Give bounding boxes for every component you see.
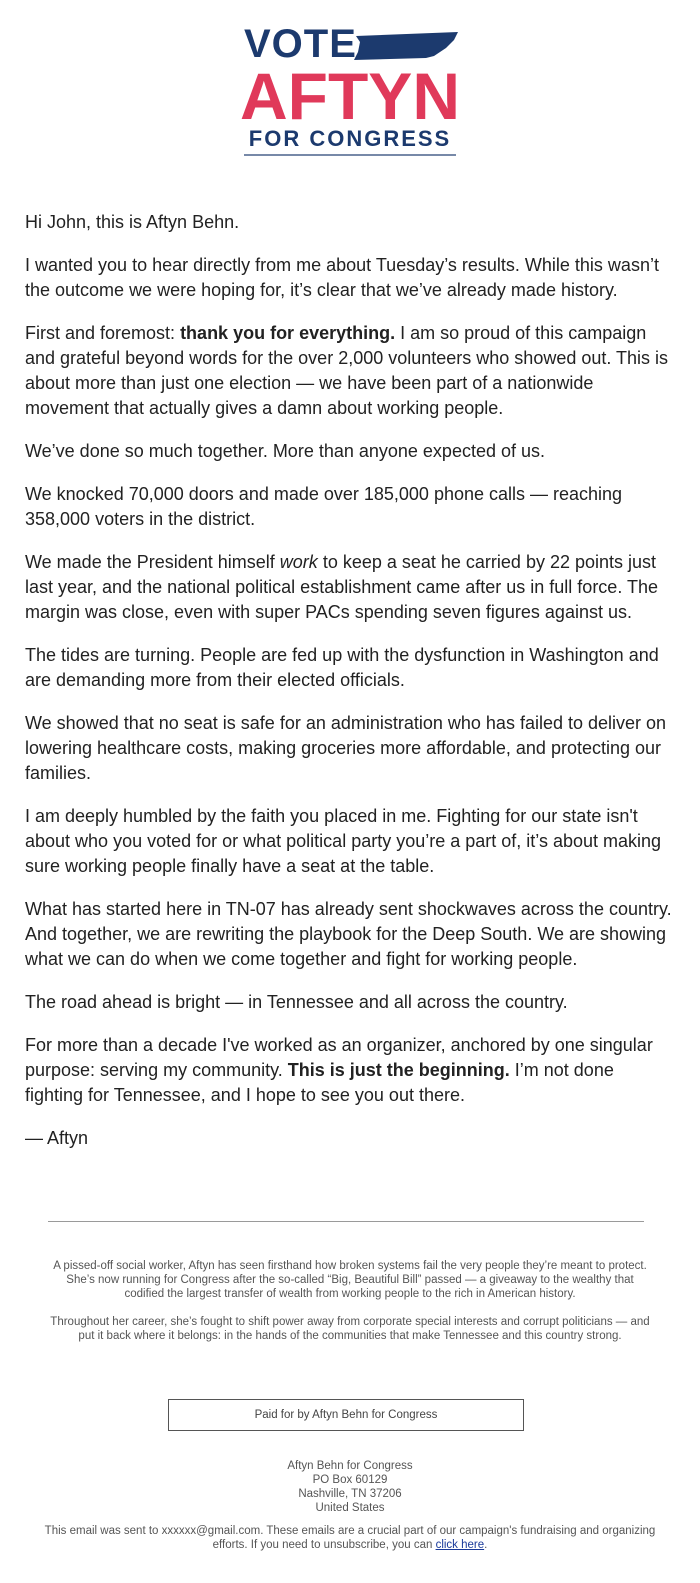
president-italic: work: [279, 552, 318, 572]
email-body: [25, 210, 675, 1169]
paragraph-thank-you: [25, 321, 675, 421]
president-lead: We made the President himself: [25, 552, 280, 572]
paragraph-results: I wanted you to hear directly from me about Tuesday’s results. While this wasn’t the outcome we were hoping for, it’s clear that we’ve already made history.: [25, 255, 659, 300]
email-notice: [40, 1524, 660, 1552]
address-line: Nashville, TN 37206: [298, 1488, 402, 1500]
logo-underline: [244, 154, 456, 156]
paragraph-road-ahead: The road ahead is bright — in Tennessee and all across the country.: [25, 992, 568, 1012]
address-line: United States: [315, 1502, 385, 1514]
paragraph-doors: We knocked 70,000 doors and made over 185,000 phone calls — reaching 358,000 voters in the district.: [25, 484, 623, 529]
bio-paragraph-2: Throughout her career, she’s fought to shift power away from corporate special interests and corrupt politicians — and put it back where it belongs: in the hands of the communities that make Tennessee and this country strong.: [50, 1316, 650, 1342]
paid-for-box: Paid for by Aftyn Behn for Congress: [168, 1399, 524, 1431]
organizer-lead: For more than a decade I've worked as an organizer, anchored by one singular purpose: serving my community.: [25, 1035, 653, 1080]
logo-congress-text: FOR CONGRESS: [248, 126, 452, 151]
notice-end: .: [484, 1539, 488, 1551]
address-line: Aftyn Behn for Congress: [287, 1460, 413, 1472]
signoff: — Aftyn: [25, 1128, 89, 1148]
paragraph-together: We’ve done so much together. More than anyone expected of us.: [25, 441, 545, 461]
logo-name-text: AFTYN: [240, 59, 460, 133]
thank-you-lead: First and foremost:: [25, 323, 181, 343]
campaign-logo: [232, 22, 468, 162]
organizer-bold: This is just the beginning.: [287, 1060, 510, 1080]
logo-vote-text: VOTE: [244, 22, 357, 66]
footer-divider: [48, 1221, 644, 1222]
paragraph-president: [25, 550, 675, 625]
notice-text: This email was sent to xxxxxx@gmail.com. These emails are a crucial part of our campaign's fundraising and organizing efforts. If you need to unsubscribe, you can: [44, 1525, 656, 1551]
paragraph-no-seat-safe: We showed that no seat is safe for an administration who has failed to deliver on lowering healthcare costs, making groceries more affordable, and protecting our families.: [25, 713, 667, 783]
paragraph-tides: The tides are turning. People are fed up with the dysfunction in Washington and are demanding more from their elected officials.: [25, 645, 659, 690]
header-logo-area: [0, 22, 700, 172]
president-rest: to keep a seat he carried by 22 points just last year, and the national political establishment came after us in full force. The margin was close, even with super PACs spending seven figures against us.: [25, 552, 659, 622]
unsubscribe-link[interactable]: click here: [435, 1539, 485, 1551]
paragraph-humbled: I am deeply humbled by the faith you placed in me. Fighting for our state isn't about who you voted for or what political party you’re a part of, it’s about making sure working people finally have a seat at the table.: [25, 806, 662, 876]
mailing-address: [0, 1459, 700, 1515]
organizer-rest: I’m not done fighting for Tennessee, and I hope to see you out there.: [25, 1060, 614, 1105]
bio-paragraph-1: A pissed-off social worker, Aftyn has seen firsthand how broken systems fail the very people they’re meant to protect. She’s now running for Congress after the so-called “Big, Beautiful Bill” passed — a giveaway to the wealthy that codified the largest transfer of wealth from working people to the rich in American history.: [53, 1260, 647, 1300]
address-line: PO Box 60129: [312, 1474, 388, 1486]
thank-you-rest: I am so proud of this campaign and grateful beyond words for the over 2,000 volunteers who showed out. This is about more than just one election — we have been part of a nationwide movement that actually gives a damn about working people.: [25, 323, 669, 418]
paragraph-tn07: What has started here in TN-07 has already sent shockwaves across the country. And together, we are rewriting the playbook for the Deep South. We are showing what we can do when we come together and fight for working people.: [25, 899, 672, 969]
footer-bio: [50, 1259, 650, 1357]
paragraph-organizer: [25, 1033, 675, 1108]
thank-you-bold: thank you for everything.: [180, 323, 396, 343]
greeting: Hi John, this is Aftyn Behn.: [25, 212, 240, 232]
